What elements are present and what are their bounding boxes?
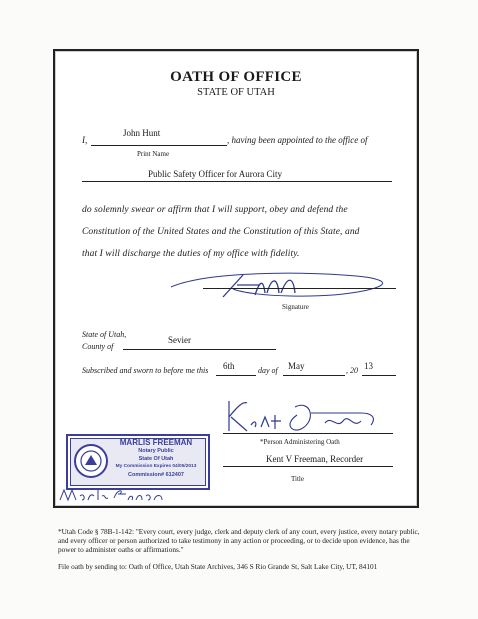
- administrator-signature: [221, 395, 401, 437]
- oath-line-2: Constitution of the United States and the Constitution of this State, and: [82, 227, 360, 237]
- day-line: [216, 364, 256, 376]
- title-line: [223, 461, 393, 467]
- county-label: County of: [82, 342, 114, 351]
- day-value: 6th: [223, 361, 235, 371]
- administrator-value: Kent V Freeman, Recorder: [266, 454, 364, 464]
- state-label: State of Utah,: [82, 330, 127, 339]
- county-value: Sevier: [168, 335, 191, 345]
- signature-label: Signature: [282, 303, 309, 311]
- stamp-line-2: State Of Utah: [138, 456, 174, 462]
- oath-line-3: that I will discharge the duties of my office with fidelity.: [82, 249, 300, 259]
- month-value: May: [288, 361, 305, 371]
- title-label: Title: [291, 475, 304, 483]
- oath-line-1: do solemnly swear or affirm that I will support, obey and defend the: [82, 205, 348, 215]
- code-note: *Utah Code § 78B-1-142: "Every court, every judge, clerk and deputy clerk of any court, every justice, every notary public, and every officer or person authorized to take testimony in any action or proceeding, or to decide upon evidence, has the power to administer oaths or affirmations.": [58, 527, 420, 554]
- notary-stamp: [66, 434, 210, 490]
- day-of-text: day of: [258, 366, 278, 375]
- county-line: [123, 339, 276, 350]
- office-value: Public Safety Officer for Aurora City: [148, 169, 283, 179]
- name-value: John Hunt: [123, 128, 161, 138]
- year-value: 13: [364, 361, 373, 371]
- i-label: I,: [82, 135, 88, 145]
- stamp-line-4: Commission# 612407: [128, 472, 184, 478]
- year-prefix: , 20: [346, 366, 358, 375]
- print-name-label: Print Name: [137, 150, 170, 158]
- notary-signature: [58, 486, 178, 504]
- signer-signature: [163, 263, 413, 303]
- stamp-line-3: My Commission Expires 04/05/2013: [115, 464, 197, 469]
- office-line: [82, 169, 392, 182]
- administering-label: *Person Administering Oath: [260, 438, 340, 446]
- stamp-name: MARLIS FREEMAN: [119, 438, 193, 447]
- administrator-signature-line: [223, 432, 393, 434]
- state-seal-icon: [73, 443, 109, 479]
- form-title: OATH OF OFFICE: [170, 69, 302, 85]
- appointed-text: , having been appointed to the office of: [227, 135, 368, 145]
- subscribed-text: Subscribed and sworn to before me this: [82, 366, 209, 375]
- form-subtitle: STATE OF UTAH: [197, 87, 275, 98]
- file-note: File oath by sending to: Oath of Office, Utah State Archives, 346 S Rio Grande St, Salt Lake City, UT, 84101: [58, 562, 378, 571]
- signature-line: [203, 287, 396, 289]
- stamp-line-1: Notary Public: [138, 448, 174, 454]
